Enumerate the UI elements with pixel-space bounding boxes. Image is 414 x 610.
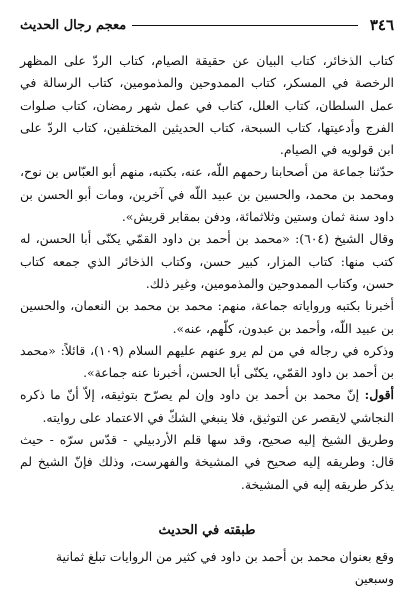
paragraph-books-list: كتاب الذخائر، كتاب البيان عن حقيقة الصيام، كتاب الردّ على المظهر الرخصة في المسكر، كتاب الممدوحين والمذمومين، كتاب الرسالة في عمل السلطان، كتاب العلل، كتاب في عمل شهر رمضان، كتاب صلوات الفرج وأدعيتها، كتاب السبحة، كتاب الحديثين المختلفين، كتاب الردّ على ابن قولويه في الصيام.: [20, 53, 394, 158]
opinion-lead: أقول:: [364, 387, 394, 403]
header-rule: [132, 25, 358, 26]
section-title: طبقته في الحديث: [158, 522, 256, 538]
page-number: ٣٤٦: [369, 16, 394, 34]
paragraph-rijal-mention: وذكره في رجاله في من لم يرو عنهم عليهم السلام (١٠٩)، قائلاً: «محمد بن أحمد بن داود القمّي، يكنّى أبا الحسن، أخبرنا عنه جماعة».: [20, 342, 395, 381]
paragraph-sheikh-quote: وقال الشيخ (٦٠٤): «محمد بن أحمد بن داود القمّي يكنّى أبا الحسن، له كتب منها: كتاب المزار، كبير حسن، وكتاب الذخائر الذي جمعه كتاب حسن، وكتاب الممدوحين والمذمومين، وغير ذلك.: [20, 231, 395, 291]
opinion-text: إنّ محمد بن أحمد بن داود وإن لم يصرّح بتوثيقه، إلاّ أنّ ما ذكره النجاشي لايقصر عن التوثيق، فلا ينبغي الشكّ في الاعتماد على روايته.: [20, 387, 394, 425]
paragraph-chain-note: وطريق الشيخ إليه صحيح، وقد سها قلم الأردبيلي - قدّس سرّه - حيث قال: وطريقه إليه صحيح في المشيخة والفهرست، وذلك فإنّ الشيخ لم يذكر طريقه إليه في المشيخة.: [20, 432, 394, 492]
paragraph-narrators: حدّثنا جماعة من أصحابنا رحمهم اللّه، عنه، بكتبه، منهم أبو العبّاس بن نوح، ومحمد بن محمد، والحسين بن عبيد اللّه في آخرين، ومات أبو الحسن بن داود سنة ثمان وستين وثلاثمائة، ودفن بمقابر قريش».: [20, 164, 394, 225]
paragraph-reported-by: أخبرنا بكتبه ورواياته جماعة، منهم: محمد بن محمد بن النعمان، والحسين بن عبيد اللّه، وأحمد بن عبدون، كلّهم، عنه».: [20, 298, 394, 336]
running-title: معجم رجال الحديث: [20, 17, 127, 33]
page-header: [20, 14, 394, 36]
body-text: [20, 50, 394, 496]
paragraph-author-opinion: [20, 384, 394, 429]
section-text: وقع بعنوان محمد بن أحمد بن داود في كثير من الروايات تبلغ ثمانية وسبعين: [55, 548, 394, 586]
